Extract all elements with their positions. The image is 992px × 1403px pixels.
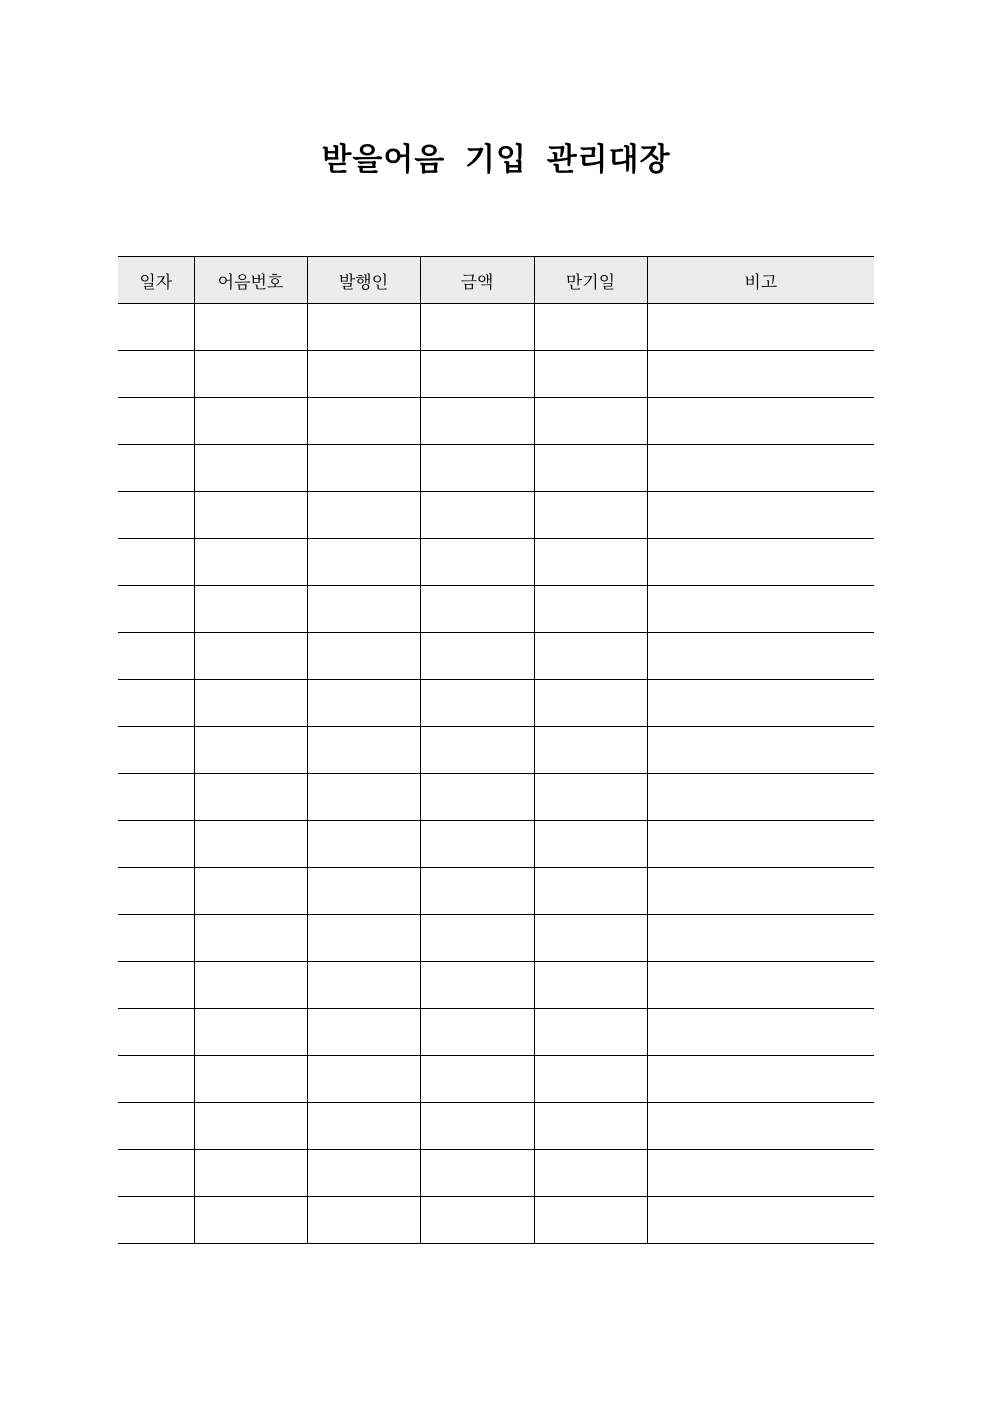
table-row <box>118 774 874 821</box>
cell-bill-number[interactable] <box>194 445 307 492</box>
cell-due-date[interactable] <box>534 304 647 351</box>
table-row <box>118 586 874 633</box>
page-title: 받을어음 기입 관리대장 <box>321 142 671 178</box>
cell-amount[interactable] <box>420 492 534 539</box>
cell-amount[interactable] <box>420 680 534 727</box>
column-header-issuer: 발행인 <box>307 257 420 304</box>
column-header-bill-number: 어음번호 <box>194 257 307 304</box>
cell-remarks[interactable] <box>647 727 874 774</box>
table-row <box>118 492 874 539</box>
cell-date[interactable] <box>118 398 194 445</box>
cell-due-date[interactable] <box>534 398 647 445</box>
cell-bill-number[interactable] <box>194 1009 307 1056</box>
cell-issuer[interactable] <box>307 915 420 962</box>
cell-amount[interactable] <box>420 868 534 915</box>
cell-date[interactable] <box>118 821 194 868</box>
cell-bill-number[interactable] <box>194 633 307 680</box>
cell-issuer[interactable] <box>307 1150 420 1197</box>
cell-remarks[interactable] <box>647 868 874 915</box>
cell-bill-number[interactable] <box>194 821 307 868</box>
table-row <box>118 304 874 351</box>
cell-amount[interactable] <box>420 1103 534 1150</box>
cell-due-date[interactable] <box>534 586 647 633</box>
table-row <box>118 1056 874 1103</box>
column-header-due-date: 만기일 <box>534 257 647 304</box>
cell-bill-number[interactable] <box>194 680 307 727</box>
cell-issuer[interactable] <box>307 868 420 915</box>
cell-due-date[interactable] <box>534 774 647 821</box>
table-row <box>118 962 874 1009</box>
cell-due-date[interactable] <box>534 1056 647 1103</box>
cell-bill-number[interactable] <box>194 1056 307 1103</box>
cell-date[interactable] <box>118 1103 194 1150</box>
cell-due-date[interactable] <box>534 633 647 680</box>
cell-remarks[interactable] <box>647 1103 874 1150</box>
header-row <box>118 257 874 304</box>
cell-bill-number[interactable] <box>194 727 307 774</box>
cell-issuer[interactable] <box>307 445 420 492</box>
cell-due-date[interactable] <box>534 1009 647 1056</box>
table-row <box>118 539 874 586</box>
cell-date[interactable] <box>118 1009 194 1056</box>
cell-issuer[interactable] <box>307 1009 420 1056</box>
cell-bill-number[interactable] <box>194 1150 307 1197</box>
column-header-date: 일자 <box>118 257 194 304</box>
cell-due-date[interactable] <box>534 821 647 868</box>
cell-amount[interactable] <box>420 304 534 351</box>
cell-bill-number[interactable] <box>194 492 307 539</box>
cell-amount[interactable] <box>420 727 534 774</box>
cell-amount[interactable] <box>420 586 534 633</box>
cell-date[interactable] <box>118 492 194 539</box>
cell-remarks[interactable] <box>647 304 874 351</box>
table-row <box>118 1009 874 1056</box>
table-row <box>118 633 874 680</box>
cell-remarks[interactable] <box>647 962 874 1009</box>
cell-due-date[interactable] <box>534 1103 647 1150</box>
cell-due-date[interactable] <box>534 1150 647 1197</box>
cell-date[interactable] <box>118 1197 194 1244</box>
cell-date[interactable] <box>118 727 194 774</box>
cell-amount[interactable] <box>420 915 534 962</box>
cell-date[interactable] <box>118 774 194 821</box>
cell-bill-number[interactable] <box>194 774 307 821</box>
cell-remarks[interactable] <box>647 680 874 727</box>
cell-remarks[interactable] <box>647 1150 874 1197</box>
cell-issuer[interactable] <box>307 633 420 680</box>
cell-amount[interactable] <box>420 962 534 1009</box>
cell-due-date[interactable] <box>534 539 647 586</box>
cell-amount[interactable] <box>420 1056 534 1103</box>
cell-date[interactable] <box>118 868 194 915</box>
cell-due-date[interactable] <box>534 680 647 727</box>
cell-date[interactable] <box>118 1056 194 1103</box>
cell-bill-number[interactable] <box>194 962 307 1009</box>
cell-remarks[interactable] <box>647 633 874 680</box>
cell-bill-number[interactable] <box>194 915 307 962</box>
cell-due-date[interactable] <box>534 445 647 492</box>
table-row <box>118 680 874 727</box>
table-row <box>118 445 874 492</box>
table-row <box>118 351 874 398</box>
table-row <box>118 1150 874 1197</box>
cell-remarks[interactable] <box>647 774 874 821</box>
cell-due-date[interactable] <box>534 962 647 1009</box>
cell-remarks[interactable] <box>647 586 874 633</box>
cell-remarks[interactable] <box>647 1056 874 1103</box>
cell-issuer[interactable] <box>307 586 420 633</box>
table-row <box>118 1197 874 1244</box>
cell-bill-number[interactable] <box>194 539 307 586</box>
cell-remarks[interactable] <box>647 492 874 539</box>
cell-bill-number[interactable] <box>194 398 307 445</box>
cell-amount[interactable] <box>420 774 534 821</box>
cell-issuer[interactable] <box>307 1056 420 1103</box>
cell-issuer[interactable] <box>307 398 420 445</box>
cell-remarks[interactable] <box>647 1197 874 1244</box>
ledger-table <box>118 256 874 1244</box>
cell-issuer[interactable] <box>307 774 420 821</box>
cell-date[interactable] <box>118 304 194 351</box>
cell-amount[interactable] <box>420 539 534 586</box>
cell-amount[interactable] <box>420 445 534 492</box>
cell-due-date[interactable] <box>534 1197 647 1244</box>
cell-due-date[interactable] <box>534 727 647 774</box>
cell-date[interactable] <box>118 633 194 680</box>
cell-date[interactable] <box>118 445 194 492</box>
cell-date[interactable] <box>118 539 194 586</box>
cell-due-date[interactable] <box>534 492 647 539</box>
cell-date[interactable] <box>118 962 194 1009</box>
cell-issuer[interactable] <box>307 304 420 351</box>
cell-issuer[interactable] <box>307 1103 420 1150</box>
cell-amount[interactable] <box>420 351 534 398</box>
cell-issuer[interactable] <box>307 821 420 868</box>
cell-amount[interactable] <box>420 1009 534 1056</box>
table-row <box>118 821 874 868</box>
table-row <box>118 398 874 445</box>
cell-remarks[interactable] <box>647 915 874 962</box>
cell-issuer[interactable] <box>307 727 420 774</box>
cell-issuer[interactable] <box>307 351 420 398</box>
cell-remarks[interactable] <box>647 539 874 586</box>
column-header-amount: 금액 <box>420 257 534 304</box>
cell-issuer[interactable] <box>307 962 420 1009</box>
cell-amount[interactable] <box>420 1197 534 1244</box>
cell-remarks[interactable] <box>647 1009 874 1056</box>
cell-amount[interactable] <box>420 398 534 445</box>
cell-amount[interactable] <box>420 1150 534 1197</box>
cell-due-date[interactable] <box>534 351 647 398</box>
cell-due-date[interactable] <box>534 915 647 962</box>
cell-amount[interactable] <box>420 633 534 680</box>
cell-bill-number[interactable] <box>194 351 307 398</box>
cell-date[interactable] <box>118 586 194 633</box>
cell-bill-number[interactable] <box>194 1103 307 1150</box>
table-row <box>118 915 874 962</box>
cell-remarks[interactable] <box>647 351 874 398</box>
cell-amount[interactable] <box>420 821 534 868</box>
table-row <box>118 1103 874 1150</box>
cell-remarks[interactable] <box>647 398 874 445</box>
table-row <box>118 868 874 915</box>
cell-date[interactable] <box>118 680 194 727</box>
table-row <box>118 727 874 774</box>
cell-bill-number[interactable] <box>194 868 307 915</box>
cell-bill-number[interactable] <box>194 304 307 351</box>
cell-issuer[interactable] <box>307 1197 420 1244</box>
cell-date[interactable] <box>118 1150 194 1197</box>
cell-remarks[interactable] <box>647 445 874 492</box>
cell-date[interactable] <box>118 915 194 962</box>
cell-bill-number[interactable] <box>194 1197 307 1244</box>
cell-bill-number[interactable] <box>194 586 307 633</box>
cell-remarks[interactable] <box>647 821 874 868</box>
cell-issuer[interactable] <box>307 539 420 586</box>
column-header-remarks: 비고 <box>647 257 874 304</box>
cell-date[interactable] <box>118 351 194 398</box>
cell-issuer[interactable] <box>307 492 420 539</box>
cell-issuer[interactable] <box>307 680 420 727</box>
cell-due-date[interactable] <box>534 868 647 915</box>
